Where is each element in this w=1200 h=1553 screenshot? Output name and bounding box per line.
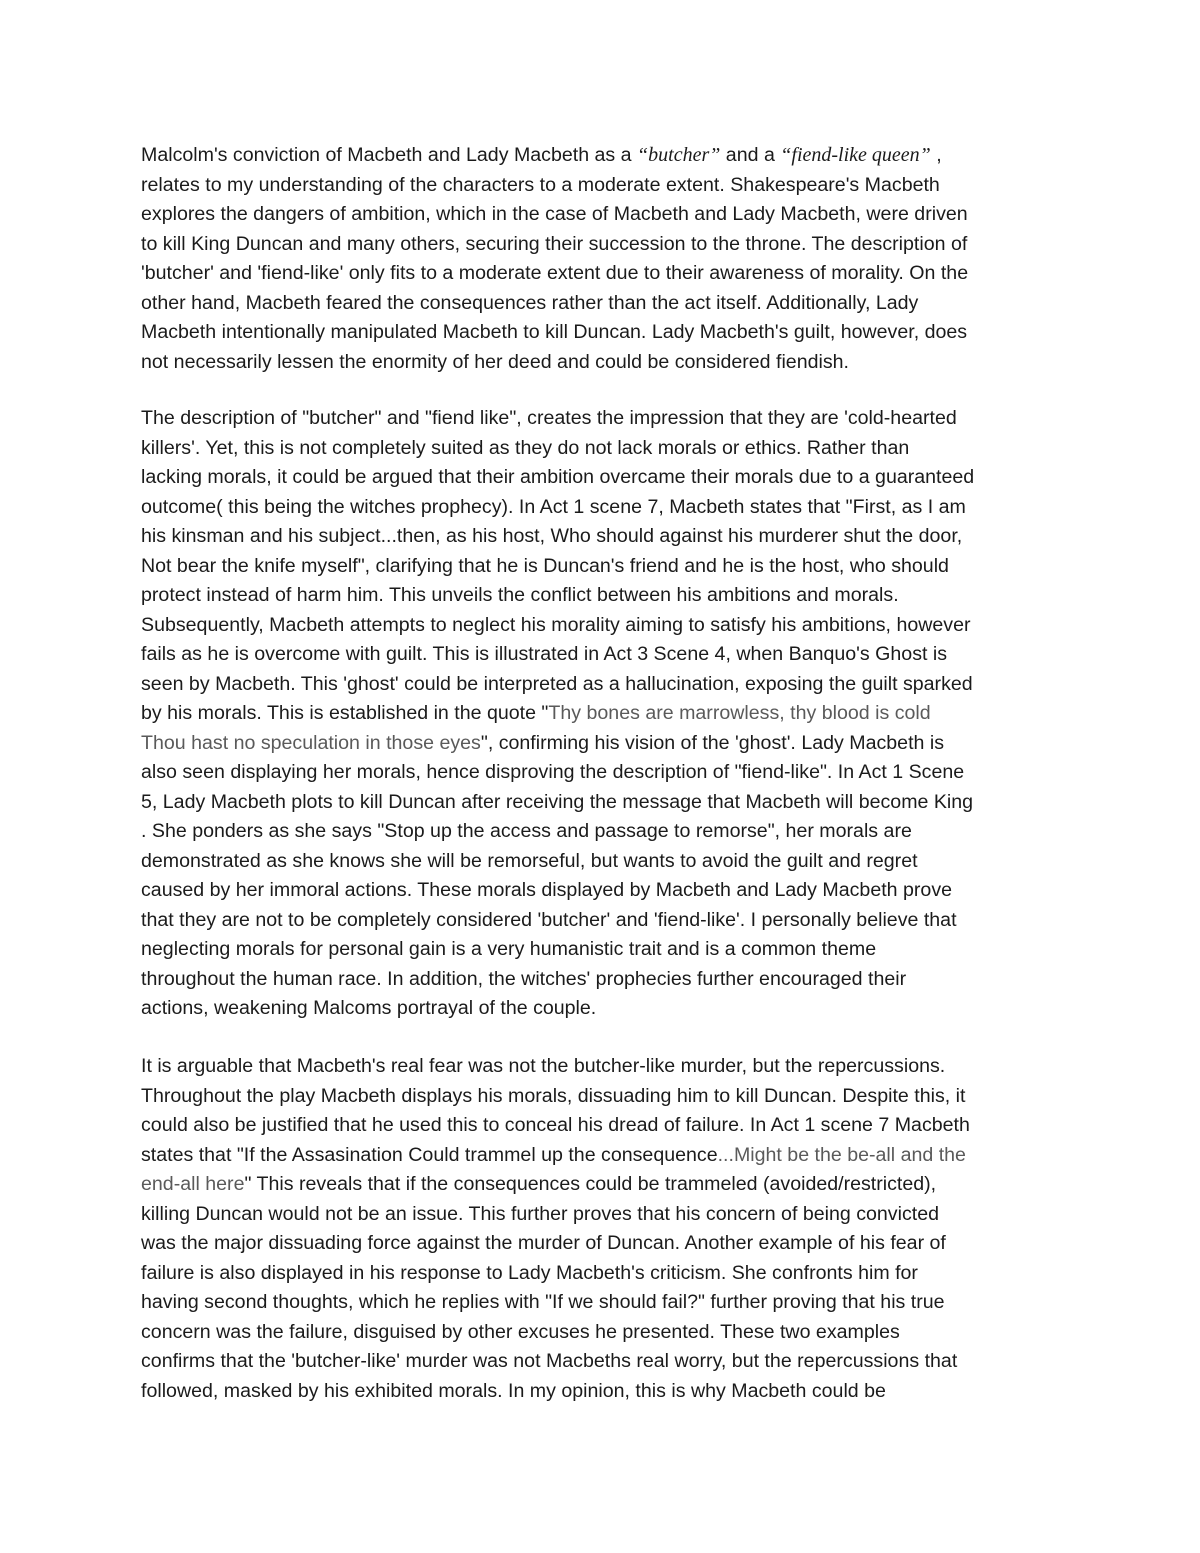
- text-line: . She ponders as she says "Stop up the access and passage to remorse", her morals are: [141, 820, 912, 842]
- text-line: [141, 729, 1081, 759]
- text-line: followed, masked by his exhibited morals. In my opinion, this is why Macbeth could be: [141, 1379, 886, 1402]
- paragraph-1: [141, 141, 1081, 377]
- text-run: and a: [720, 144, 781, 166]
- quoted-text: ...Might be the be-all and the: [717, 1143, 966, 1166]
- text-line: explores the dangers of ambition, which in the case of Macbeth and Lady Macbeth, were driven: [141, 203, 968, 225]
- text-line: confirms that the 'butcher-like' murder was not Macbeths real worry, but the repercussions that: [141, 1350, 958, 1372]
- text-line: concern was the failure, disguised by other excuses he presented. These two examples: [141, 1320, 900, 1343]
- text-line: to kill King Duncan and many others, securing their succession to the throne. The description of: [141, 232, 968, 255]
- quote-butcher: “butcher”: [637, 144, 721, 166]
- text-line: was the major dissuading force against the murder of Duncan. Another example of his fear of: [141, 1232, 946, 1254]
- text-line: [141, 1170, 1081, 1200]
- text-line: Throughout the play Macbeth displays his morals, dissuading him to kill Duncan. Despite this, it: [141, 1084, 966, 1107]
- text-line: demonstrated as she knows she will be remorseful, but wants to avoid the guilt and regret: [141, 849, 918, 872]
- text-line: Macbeth intentionally manipulated Macbeth to kill Duncan. Lady Macbeth's guilt, however, does: [141, 321, 968, 343]
- text-run: ", confirming his vision of the 'ghost'. Lady Macbeth is: [480, 731, 945, 754]
- text-line: [141, 1141, 1081, 1171]
- quoted-text: end-all here: [141, 1173, 245, 1195]
- quoted-text: Thou hast no speculation in those eyes: [141, 731, 481, 754]
- text-line: [141, 699, 1081, 729]
- text-line: caused by her immoral actions. These morals displayed by Macbeth and Lady Macbeth prove: [141, 879, 953, 901]
- text-line: protect instead of harm him. This unveils the conflict between his ambitions and morals.: [141, 584, 899, 606]
- text-line: [141, 141, 1081, 171]
- text-line: 5, Lady Macbeth plots to kill Duncan after receiving the message that Macbeth will become King: [141, 790, 974, 813]
- text-line: that they are not to be completely considered 'butcher' and 'fiend-like'. I personally believe that: [141, 908, 957, 931]
- text-run: " This reveals that if the consequences could be trammeled (avoided/restricted),: [244, 1173, 937, 1195]
- text-line: seen by Macbeth. This 'ghost' could be interpreted as a hallucination, exposing the guilt sparked: [141, 672, 973, 695]
- text-line: 'butcher' and 'fiend-like' only fits to a moderate extent due to their awareness of morality. On the: [141, 262, 969, 284]
- quoted-text: Thy bones are marrowless, thy blood is cold: [548, 702, 931, 724]
- text-line: also seen displaying her morals, hence disproving the description of "fiend-like". In Act 1 Scene: [141, 761, 965, 783]
- text-line: throughout the human race. In addition, the witches' prophecies further encouraged their: [141, 967, 907, 990]
- text-line: Subsequently, Macbeth attempts to neglect his morality aiming to satisfy his ambitions, however: [141, 613, 971, 636]
- text-line: could also be justified that he used this to conceal his dread of failure. In Act 1 scene 7 Macbeth: [141, 1114, 970, 1136]
- text-run: Malcolm's conviction of Macbeth and Lady Macbeth as a: [141, 144, 638, 166]
- text-line: not necessarily lessen the enormity of her deed and could be considered fiendish.: [141, 350, 849, 373]
- text-line: It is arguable that Macbeth's real fear was not the butcher-like murder, but the repercussions.: [141, 1055, 946, 1077]
- text-line: fails as he is overcome with guilt. This is illustrated in Act 3 Scene 4, when Banquo's Ghost is: [141, 643, 948, 665]
- paragraph-2: [141, 404, 1081, 1024]
- text-line: lacking morals, it could be argued that their ambition overcame their morals due to a guaranteed: [141, 466, 975, 488]
- text-line: neglecting morals for personal gain is a very humanistic trait and is a common theme: [141, 938, 877, 960]
- text-line: Not bear the knife myself", clarifying that he is Duncan's friend and he is the host, who should: [141, 554, 949, 577]
- text-line: The description of "butcher" and "fiend like", creates the impression that they are 'cold-hearted: [141, 407, 957, 429]
- quote-fiend-like-queen: “fiend-like queen”: [780, 144, 931, 166]
- text-line: relates to my understanding of the characters to a moderate extent. Shakespeare's Macbeth: [141, 173, 940, 196]
- text-run: states that "If the Assasination Could trammel up the consequence: [141, 1143, 718, 1166]
- text-line: killers'. Yet, this is not completely suited as they do not lack morals or ethics. Rather than: [141, 436, 910, 459]
- text-line: failure is also displayed in his response to Lady Macbeth's criticism. She confronts him for: [141, 1261, 918, 1284]
- text-line: other hand, Macbeth feared the consequences rather than the act itself. Additionally, Lady: [141, 291, 919, 314]
- text-line: actions, weakening Malcoms portrayal of the couple.: [141, 997, 597, 1019]
- text-run: by his morals. This is established in the quote ": [141, 702, 549, 724]
- text-run: ,: [930, 144, 942, 166]
- text-line: having second thoughts, which he replies with "If we should fail?" further proving that his true: [141, 1291, 945, 1313]
- text-line: his kinsman and his subject...then, as his host, Who should against his murderer shut the door,: [141, 525, 963, 547]
- text-line: outcome( this being the witches prophecy). In Act 1 scene 7, Macbeth states that "First, as I am: [141, 495, 966, 518]
- paragraph-3: [141, 1052, 1081, 1406]
- text-line: killing Duncan would not be an issue. This further proves that his concern of being convicted: [141, 1202, 939, 1225]
